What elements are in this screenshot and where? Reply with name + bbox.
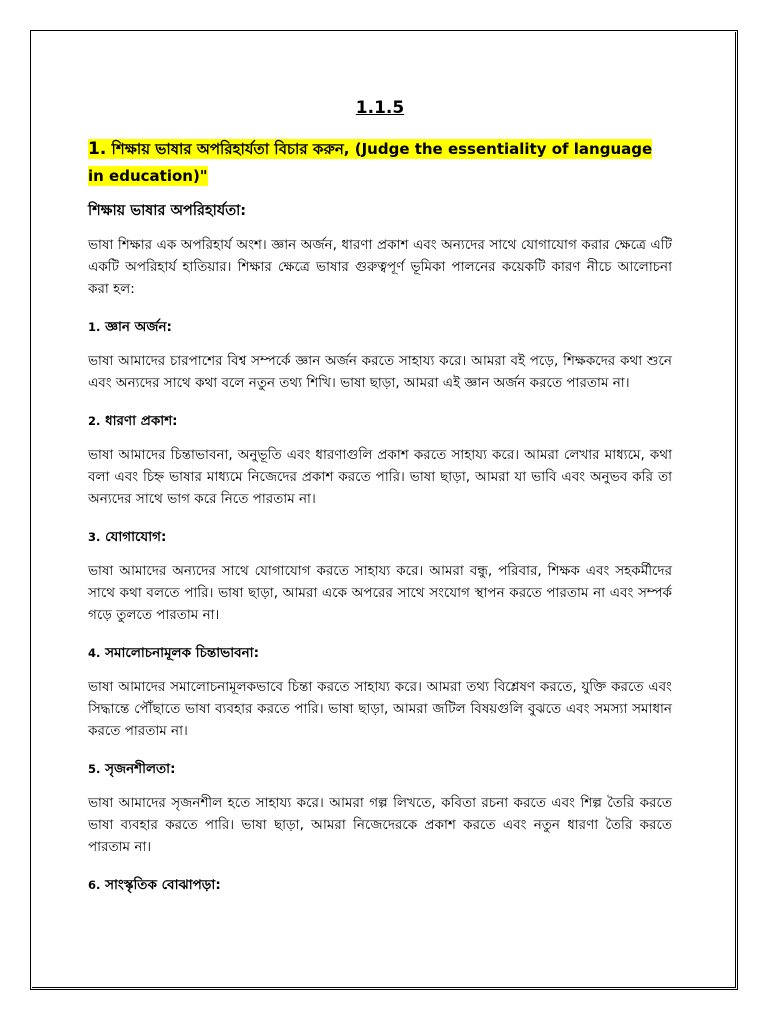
point-title: যোগাযোগ:: [105, 529, 167, 545]
question-highlight: [88, 139, 652, 186]
document-content: [88, 90, 672, 908]
point-number: 1.: [88, 320, 101, 334]
point-number: 6.: [88, 878, 101, 892]
point-title: সাংস্কৃতিক বোঝাপড়া:: [105, 877, 221, 893]
point-number: 2.: [88, 414, 101, 428]
point-heading: [88, 642, 672, 664]
point-heading: [88, 316, 672, 338]
point-number: 3.: [88, 530, 101, 544]
question-text: শিক্ষায় ভাষার অপরিহার্যতা বিচার করুন, (Judge the essentiality of language in education)": [88, 140, 653, 185]
point-title: সমালোচনামূলক চিন্তাভাবনা:: [105, 645, 259, 661]
point-heading: [88, 758, 672, 780]
point-title: জ্ঞান অর্জন:: [105, 319, 172, 335]
question: [88, 136, 672, 190]
point-body: ভাষা আমাদের সমালোচনামূলকভাবে চিন্তা করতে সাহায্য করে। আমরা তথ্য বিশ্লেষণ করতে, যুক্তি করতে এবং সিদ্ধান্তে পৌঁছাতে ভাষা ব্যবহার করতে পারি। ভাষা ছাড়া, আমরা জটিল বিষয়গুলি বুঝতে এবং সমস্যা সমাধান করতে পারতাম না।: [88, 679, 672, 739]
point-heading: [88, 874, 672, 896]
point-body: ভাষা আমাদের চারপাশের বিশ্ব সম্পর্কে জ্ঞান অর্জন করতে সাহায্য করে। আমরা বই পড়ে, শিক্ষকদের কথা শুনে এবং অন্যদের সাথে কথা বলে নতুন তথ্য শিখি। ভাষা ছাড়া, আমরা এই জ্ঞান অর্জন করতে পারতাম না।: [88, 353, 672, 391]
point-body: ভাষা আমাদের সৃজনশীল হতে সাহায্য করে। আমরা গল্প লিখতে, কবিতা রচনা করতে এবং শিল্প তৈরি করতে ভাষা ব্যবহার করতে পারি। ভাষা ছাড়া, আমরা নিজেদেরকে প্রকাশ করতে এবং নতুন ধারণা তৈরি করতে পারতাম না।: [88, 795, 672, 855]
point-title: ধারণা প্রকাশ:: [105, 413, 178, 429]
point-body: ভাষা আমাদের চিন্তাভাবনা, অনুভূতি এবং ধারণাগুলি প্রকাশ করতে সাহায্য করে। আমরা লেখার মাধ্যমে, কথা বলা এবং চিহ্ন ভাষার মাধ্যমে নিজেদের প্রকাশ করতে পারি। ভাষা ছাড়া, আমরা যা ভাবি এবং অনুভব করি তা অন্যদের সাথে ভাগ করে নিতে পারতাম না।: [88, 447, 672, 507]
point-number: 5.: [88, 762, 101, 776]
section-title: শিক্ষায় ভাষার অপরিহার্যতা:: [88, 203, 247, 219]
point-heading: [88, 526, 672, 548]
page-number: 1.1.5: [355, 98, 405, 118]
point-body: ভাষা আমাদের অন্যদের সাথে যোগাযোগ করতে সাহায্য করে। আমরা বন্ধু, পরিবার, শিক্ষক এবং সহকর্মীদের সাথে কথা বলতে পারি। ভাষা ছাড়া, আমরা একে অপরের সাথে সংযোগ স্থাপন করতে পারতাম না এবং সম্পর্ক গড়ে তুলতে পারতাম না।: [88, 563, 672, 623]
point-heading: [88, 410, 672, 432]
point-number: 4.: [88, 646, 101, 660]
intro-paragraph: ভাষা শিক্ষার এক অপরিহার্য অংশ। জ্ঞান অর্জন, ধারণা প্রকাশ এবং অন্যদের সাথে যোগাযোগ করার ক্ষেত্রে এটি একটি অপরিহার্য হাতিয়ার। শিক্ষার ক্ষেত্রে ভাষার গুরুত্বপূর্ণ ভূমিকা পালনের কয়েকটি কারণ নীচে আলোচনা করা হল:: [88, 237, 672, 297]
point-title: সৃজনশীলতা:: [105, 761, 176, 777]
question-number: 1.: [88, 139, 107, 159]
